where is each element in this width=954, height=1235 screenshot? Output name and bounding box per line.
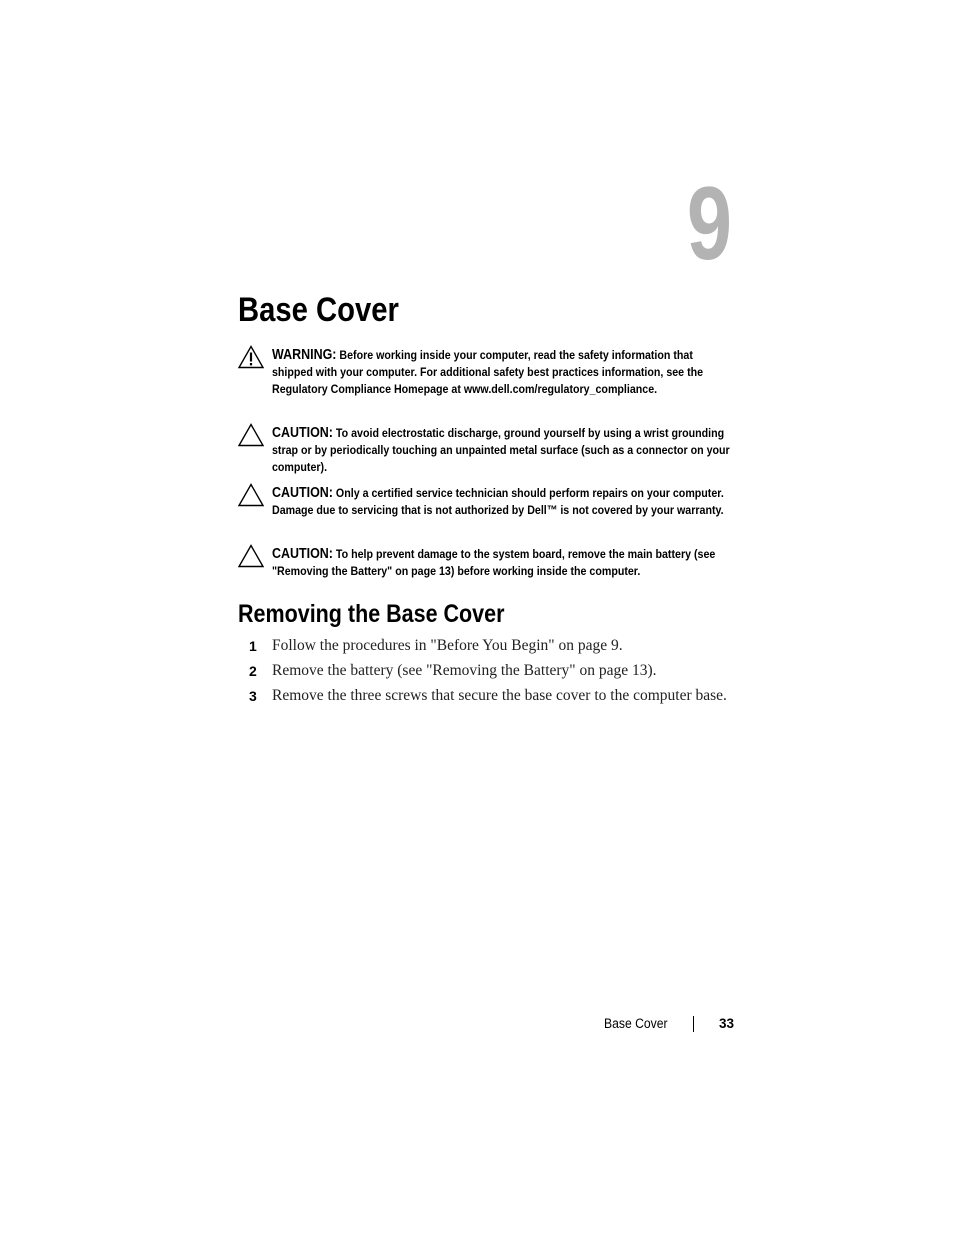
step-text: Remove the three screws that secure the base cover to the computer base. <box>272 687 727 704</box>
chapter-number: 9 <box>686 166 732 282</box>
caution-triangle-icon <box>238 423 264 447</box>
page-title: Base Cover <box>238 291 399 329</box>
caution-label: CAUTION: <box>272 546 333 562</box>
warning-label: WARNING: <box>272 347 337 363</box>
caution-notice <box>238 425 738 476</box>
list-item <box>238 686 758 711</box>
caution-label: CAUTION: <box>272 425 333 441</box>
caution-text-block <box>272 425 736 476</box>
warning-triangle-icon <box>238 345 264 369</box>
caution-triangle-icon <box>238 483 264 507</box>
step-number: 3 <box>249 688 257 704</box>
steps-list <box>238 636 758 711</box>
page-number: 33 <box>718 1016 734 1031</box>
step-text: Follow the procedures in "Before You Begin" on page 9. <box>272 637 623 654</box>
caution-text: To help prevent damage to the system board, remove the main battery (see "Removing the Battery" on page 13) before working inside the computer. <box>272 547 716 578</box>
list-item <box>238 661 758 686</box>
caution-text-block <box>272 546 736 580</box>
caution-text: To avoid electrostatic discharge, ground yourself by using a wrist grounding strap or by periodically touching an unpainted metal surface (such as a connector on your computer). <box>272 426 730 474</box>
warning-text-block <box>272 347 736 398</box>
caution-notice <box>238 546 738 580</box>
footer-divider <box>693 1016 694 1032</box>
warning-notice <box>238 347 738 398</box>
step-number: 2 <box>249 663 257 679</box>
caution-label: CAUTION: <box>272 485 333 501</box>
caution-text-block <box>272 485 736 519</box>
caution-text: Only a certified service technician should perform repairs on your computer. Damage due to servicing that is not authorized by Dell™ is not covered by your warranty. <box>272 486 724 517</box>
footer-section-name: Base Cover <box>604 1016 668 1031</box>
page-footer <box>560 1015 736 1035</box>
list-item <box>238 636 758 661</box>
caution-triangle-icon <box>238 544 264 568</box>
caution-notice <box>238 485 738 519</box>
step-number: 1 <box>249 638 257 654</box>
step-text: Remove the battery (see "Removing the Battery" on page 13). <box>272 662 657 679</box>
section-title: Removing the Base Cover <box>238 600 505 628</box>
warning-text: Before working inside your computer, read the safety information that shipped with your computer. For additional safety best practices information, see the Regulatory Compliance Homepage at www.dell.com/regulatory_compliance. <box>272 348 704 396</box>
